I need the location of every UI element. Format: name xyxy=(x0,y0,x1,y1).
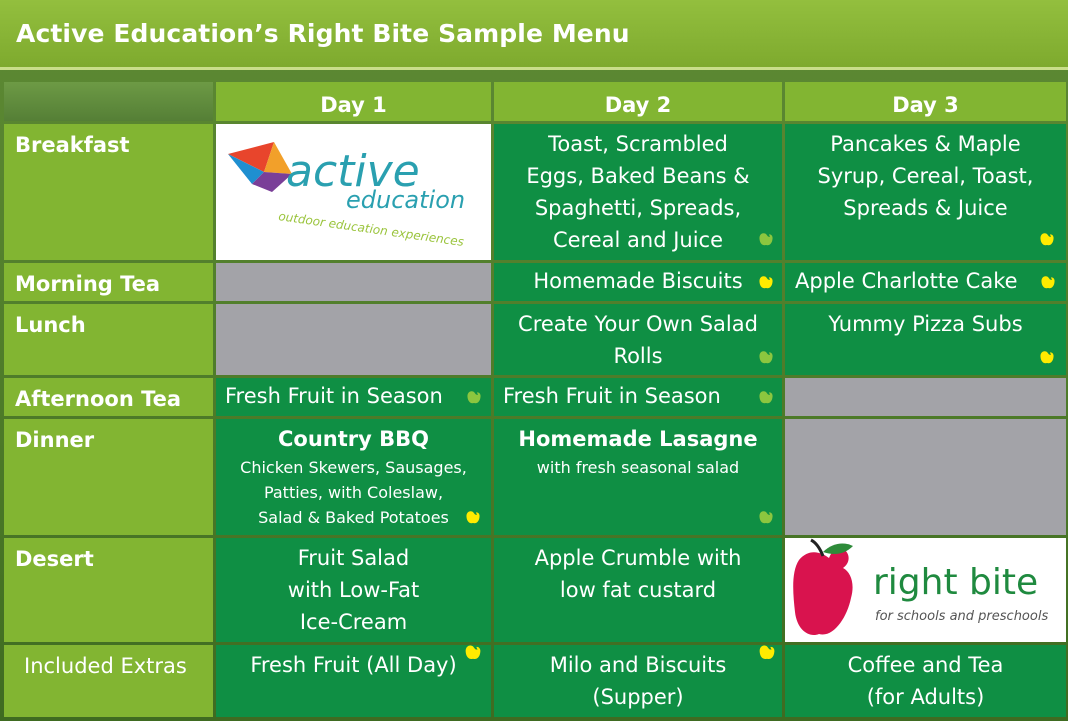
logo-word-education: education xyxy=(346,186,466,214)
desert-day2-line-1: Apple Crumble with xyxy=(534,546,742,570)
dinner-day1-line-2: Patties, with Coleslaw, xyxy=(263,483,444,502)
yellow-apple-icon xyxy=(1039,349,1055,365)
breakfast-day-2 xyxy=(494,124,782,260)
breakfast-day2-line-3: Spaghetti, Spreads, xyxy=(534,196,742,220)
breakfast-day3-line-2: Syrup, Cereal, Toast, xyxy=(817,164,1034,188)
afternoon-tea-day1-text: Fresh Fruit in Season xyxy=(225,384,443,408)
row-label-included-extras: Included Extras xyxy=(4,645,213,717)
yellow-apple-icon xyxy=(465,509,481,525)
day-1-header: Day 1 xyxy=(216,82,491,121)
active-education-logo-graphic xyxy=(216,124,491,260)
row-label-morning-tea: Morning Tea xyxy=(4,263,213,301)
dinner-day-1 xyxy=(216,419,491,535)
desert-day1-line-3: Ice-Cream xyxy=(299,610,408,634)
dinner-day-2 xyxy=(494,419,782,535)
extras-day1-text: Fresh Fruit (All Day) xyxy=(250,653,457,677)
afternoon-tea-day-1 xyxy=(216,378,491,416)
breakfast-day-3 xyxy=(785,124,1066,260)
extras-day3-line-1: Coffee and Tea xyxy=(847,653,1004,677)
extras-day-3 xyxy=(785,645,1066,717)
yellow-apple-icon xyxy=(1040,274,1056,290)
yellow-apple-icon xyxy=(758,643,776,661)
row-label-dinner: Dinner xyxy=(4,419,213,535)
extras-day-2 xyxy=(494,645,782,717)
green-apple-icon xyxy=(758,389,774,405)
dinner-day1-line-3: Salad & Baked Potatoes xyxy=(258,508,449,527)
page-title: Active Education’s Right Bite Sample Menu xyxy=(16,19,630,48)
day-3-header: Day 3 xyxy=(785,82,1066,121)
logo-word-active: active xyxy=(286,146,420,197)
desert-day1-line-1: Fruit Salad xyxy=(297,546,410,570)
right-bite-logo-graphic xyxy=(785,538,1066,642)
green-apple-icon xyxy=(758,349,774,365)
morning-tea-day3-text: Apple Charlotte Cake xyxy=(795,269,1018,293)
green-apple-icon xyxy=(758,231,774,247)
breakfast-day2-line-2: Eggs, Baked Beans & xyxy=(526,164,750,188)
row-label-afternoon-tea: Afternoon Tea xyxy=(4,378,213,416)
extras-day2-line-2: (Supper) xyxy=(592,685,684,709)
breakfast-day3-line-3: Spreads & Juice xyxy=(843,196,1008,220)
desert-day-2 xyxy=(494,538,782,642)
green-apple-icon xyxy=(466,389,482,405)
morning-tea-day-2 xyxy=(494,263,782,301)
morning-tea-day-3 xyxy=(785,263,1066,301)
afternoon-tea-day-3-empty xyxy=(785,378,1066,416)
yellow-apple-icon xyxy=(464,643,482,661)
breakfast-day2-line-1: Toast, Scrambled xyxy=(548,132,728,156)
extras-day-1 xyxy=(216,645,491,717)
active-education-logo xyxy=(216,124,491,260)
corner-cell xyxy=(4,82,213,121)
extras-day3-line-2: (for Adults) xyxy=(866,685,985,709)
dinner-day1-title: Country BBQ xyxy=(278,427,429,451)
title-bar xyxy=(0,0,1068,70)
logo-tagline: outdoor education experiences xyxy=(277,209,465,250)
yellow-apple-icon xyxy=(758,274,774,290)
morning-tea-day2-text: Homemade Biscuits xyxy=(533,269,743,293)
dinner-day1-line-1: Chicken Skewers, Sausages, xyxy=(240,458,467,477)
desert-day-1 xyxy=(216,538,491,642)
yellow-apple-icon xyxy=(1039,231,1055,247)
desert-day2-line-2: low fat custard xyxy=(559,578,717,602)
dinner-day2-line-1: with fresh seasonal salad xyxy=(536,458,740,477)
breakfast-day3-line-1: Pancakes & Maple xyxy=(830,132,1021,156)
afternoon-tea-day2-text: Fresh Fruit in Season xyxy=(503,384,721,408)
dinner-day-3-empty xyxy=(785,419,1066,535)
breakfast-day2-line-4: Cereal and Juice xyxy=(552,228,724,252)
lunch-day-3 xyxy=(785,304,1066,375)
logo-name-right-bite: right bite xyxy=(873,562,1039,603)
lunch-day-2 xyxy=(494,304,782,375)
logo-tagline-right-bite: for schools and preschools xyxy=(875,609,1049,624)
right-bite-logo xyxy=(785,538,1066,642)
lunch-day-1-empty xyxy=(216,304,491,375)
lunch-day2-line-2: Rolls xyxy=(613,344,663,368)
row-label-breakfast: Breakfast xyxy=(4,124,213,260)
morning-tea-day-1-empty xyxy=(216,263,491,301)
row-label-lunch: Lunch xyxy=(4,304,213,375)
dinner-day2-title: Homemade Lasagne xyxy=(518,427,758,451)
extras-day2-line-1: Milo and Biscuits xyxy=(549,653,727,677)
green-apple-icon xyxy=(758,509,774,525)
row-label-desert: Desert xyxy=(4,538,213,642)
lunch-day3-text: Yummy Pizza Subs xyxy=(828,312,1023,336)
desert-day1-line-2: with Low-Fat xyxy=(287,578,420,602)
afternoon-tea-day-2 xyxy=(494,378,782,416)
lunch-day2-line-1: Create Your Own Salad xyxy=(518,312,758,336)
day-2-header: Day 2 xyxy=(494,82,782,121)
